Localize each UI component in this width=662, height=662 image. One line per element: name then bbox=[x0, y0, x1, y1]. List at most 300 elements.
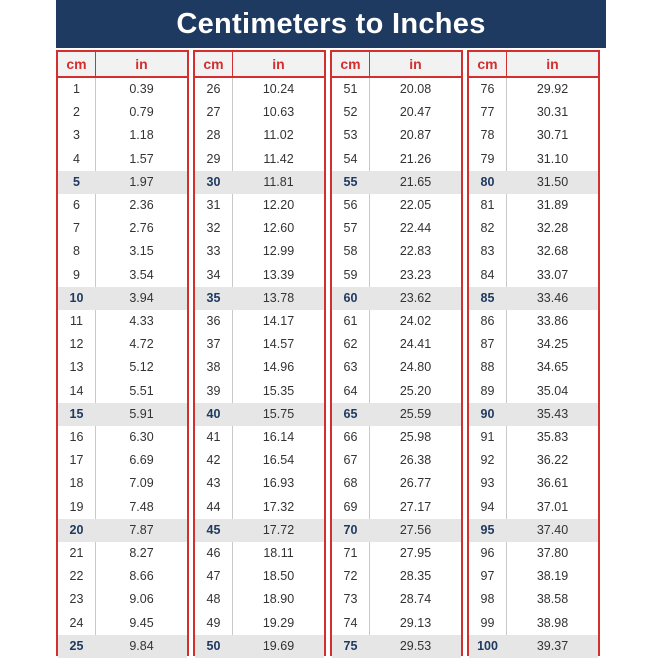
inch-value: 37.40 bbox=[536, 522, 569, 537]
table-row bbox=[58, 194, 187, 217]
cm-value: 98 bbox=[480, 592, 495, 607]
inch-value: 18.90 bbox=[262, 592, 295, 607]
table-row bbox=[195, 240, 324, 263]
table-row bbox=[195, 287, 324, 310]
inch-value: 37.01 bbox=[536, 499, 569, 514]
table-row bbox=[195, 635, 324, 658]
table-row bbox=[195, 124, 324, 147]
table-row bbox=[332, 194, 461, 217]
table-row bbox=[469, 542, 598, 565]
cm-value: 7 bbox=[73, 221, 80, 236]
table-row bbox=[58, 148, 187, 171]
cm-value: 63 bbox=[343, 360, 358, 375]
inch-value: 30.71 bbox=[536, 128, 569, 143]
inch-value: 7.09 bbox=[129, 476, 154, 491]
inch-value: 34.65 bbox=[536, 360, 569, 375]
table-row bbox=[58, 264, 187, 287]
table-column-1 bbox=[56, 50, 189, 656]
cm-value: 2 bbox=[73, 105, 80, 120]
inch-value: 17.32 bbox=[262, 499, 295, 514]
cm-value: 16 bbox=[69, 430, 84, 444]
inch-value: 22.05 bbox=[399, 198, 432, 212]
table-row bbox=[58, 287, 187, 310]
table-row bbox=[469, 101, 598, 124]
inch-value: 25.98 bbox=[399, 430, 432, 444]
cm-value: 25 bbox=[69, 638, 84, 653]
cm-value: 23 bbox=[69, 592, 84, 607]
inch-value: 7.87 bbox=[129, 522, 154, 537]
cm-value: 84 bbox=[480, 267, 495, 282]
inch-value: 36.22 bbox=[536, 453, 569, 468]
table-row bbox=[469, 380, 598, 403]
inch-value: 7.48 bbox=[129, 499, 154, 514]
cm-value: 90 bbox=[480, 406, 495, 421]
table-row bbox=[332, 101, 461, 124]
inch-value: 9.84 bbox=[129, 638, 154, 653]
inch-value: 11.42 bbox=[263, 151, 294, 166]
table-row bbox=[195, 426, 324, 449]
table-row bbox=[195, 310, 324, 333]
cm-value: 95 bbox=[480, 522, 495, 537]
inch-value: 29.13 bbox=[399, 615, 432, 630]
cm-value: 77 bbox=[480, 105, 495, 120]
table-row bbox=[332, 287, 461, 310]
table-row bbox=[195, 148, 324, 171]
conversion-chart bbox=[56, 0, 606, 658]
table-row bbox=[58, 171, 187, 194]
cm-value: 54 bbox=[343, 151, 358, 166]
cm-value: 69 bbox=[343, 499, 358, 514]
table-row bbox=[469, 496, 598, 519]
table-row bbox=[469, 333, 598, 356]
table-row bbox=[195, 542, 324, 565]
inch-value: 19.69 bbox=[262, 638, 295, 653]
header-cm: cm bbox=[469, 52, 507, 76]
inch-value: 8.27 bbox=[129, 546, 154, 560]
cm-value: 75 bbox=[343, 638, 358, 653]
cm-value: 92 bbox=[480, 453, 495, 468]
table-row bbox=[195, 171, 324, 194]
header-cm: cm bbox=[332, 52, 370, 76]
inch-value: 0.79 bbox=[129, 105, 154, 120]
inch-value: 18.50 bbox=[262, 569, 295, 584]
table-row bbox=[58, 403, 187, 426]
inch-value: 3.54 bbox=[129, 267, 154, 282]
table-row bbox=[195, 565, 324, 588]
cm-value: 58 bbox=[343, 244, 358, 259]
inch-value: 31.10 bbox=[536, 151, 569, 166]
header-in: in bbox=[135, 56, 148, 72]
inch-value: 35.04 bbox=[536, 383, 569, 398]
table-column-2 bbox=[193, 50, 326, 656]
inch-value: 39.37 bbox=[536, 638, 569, 653]
inch-value: 17.72 bbox=[262, 522, 295, 537]
inch-value: 10.24 bbox=[262, 82, 295, 96]
inch-value: 5.51 bbox=[129, 383, 154, 398]
header-cm: cm bbox=[195, 52, 233, 76]
table-row bbox=[195, 519, 324, 542]
inch-value: 13.39 bbox=[262, 267, 295, 282]
table-row bbox=[332, 635, 461, 658]
inch-value: 22.83 bbox=[399, 244, 432, 259]
cm-value: 93 bbox=[480, 476, 495, 491]
cm-value: 50 bbox=[206, 638, 221, 653]
table-row bbox=[332, 612, 461, 635]
table-row bbox=[332, 380, 461, 403]
table-row bbox=[58, 542, 187, 565]
inch-value: 38.98 bbox=[536, 615, 569, 630]
cm-value: 94 bbox=[480, 499, 495, 514]
cm-value: 15 bbox=[69, 406, 84, 421]
inch-value: 33.07 bbox=[536, 267, 569, 282]
inch-value: 8.66 bbox=[129, 569, 154, 584]
inch-value: 18.11 bbox=[263, 546, 294, 560]
inch-value: 28.35 bbox=[399, 569, 432, 584]
table-row bbox=[195, 449, 324, 472]
cm-value: 72 bbox=[343, 569, 358, 584]
cm-value: 28 bbox=[206, 128, 221, 143]
table-row bbox=[58, 240, 187, 263]
table-row bbox=[469, 264, 598, 287]
cm-value: 73 bbox=[343, 592, 358, 607]
header-in: in bbox=[272, 56, 285, 72]
cm-value: 67 bbox=[343, 453, 358, 468]
cm-value: 51 bbox=[343, 82, 358, 96]
table-row bbox=[58, 356, 187, 379]
cm-value: 91 bbox=[480, 430, 495, 444]
cm-value: 88 bbox=[480, 360, 495, 375]
cm-value: 99 bbox=[480, 615, 495, 630]
rows-list bbox=[332, 78, 461, 654]
table-row bbox=[469, 519, 598, 542]
table-row bbox=[469, 449, 598, 472]
cm-value: 6 bbox=[73, 198, 80, 212]
cm-value: 48 bbox=[206, 592, 221, 607]
table-row bbox=[469, 472, 598, 495]
inch-value: 24.80 bbox=[399, 360, 432, 375]
table-row bbox=[469, 194, 598, 217]
cm-value: 80 bbox=[480, 174, 495, 189]
cm-value: 83 bbox=[480, 244, 495, 259]
inch-value: 25.20 bbox=[399, 383, 432, 398]
cm-value: 53 bbox=[343, 128, 358, 143]
inch-value: 27.56 bbox=[399, 522, 432, 537]
cm-value: 81 bbox=[480, 198, 495, 212]
inch-value: 19.29 bbox=[262, 615, 295, 630]
inch-value: 35.83 bbox=[536, 430, 569, 444]
table-row bbox=[58, 426, 187, 449]
inch-value: 10.63 bbox=[262, 105, 295, 120]
cm-value: 11 bbox=[70, 314, 83, 328]
column-header bbox=[469, 52, 598, 78]
cm-value: 82 bbox=[480, 221, 495, 236]
cm-value: 57 bbox=[343, 221, 358, 236]
cm-value: 40 bbox=[206, 406, 221, 421]
cm-value: 1 bbox=[73, 82, 80, 96]
table-row bbox=[58, 310, 187, 333]
table-row bbox=[332, 310, 461, 333]
inch-value: 21.26 bbox=[399, 151, 432, 166]
cm-value: 3 bbox=[73, 128, 80, 143]
cm-value: 21 bbox=[69, 546, 84, 560]
table-row bbox=[195, 101, 324, 124]
inch-value: 35.43 bbox=[536, 406, 569, 421]
inch-value: 2.76 bbox=[129, 221, 154, 236]
cm-value: 97 bbox=[480, 569, 495, 584]
inch-value: 38.58 bbox=[536, 592, 569, 607]
cm-value: 71 bbox=[343, 546, 358, 560]
cm-value: 29 bbox=[206, 151, 221, 166]
cm-value: 34 bbox=[206, 267, 221, 282]
table-row bbox=[332, 496, 461, 519]
inch-value: 36.61 bbox=[536, 476, 569, 491]
table-row bbox=[58, 496, 187, 519]
table-row bbox=[332, 449, 461, 472]
table-row bbox=[195, 612, 324, 635]
cm-value: 20 bbox=[69, 522, 84, 537]
inch-value: 29.53 bbox=[399, 638, 432, 653]
inch-value: 16.14 bbox=[262, 430, 295, 444]
inch-value: 22.44 bbox=[399, 221, 432, 236]
inch-value: 20.47 bbox=[399, 105, 432, 120]
cm-value: 14 bbox=[69, 383, 84, 398]
cm-value: 64 bbox=[343, 383, 358, 398]
cm-value: 61 bbox=[343, 314, 358, 328]
inch-value: 28.74 bbox=[399, 592, 432, 607]
cm-value: 18 bbox=[69, 476, 84, 491]
table-row bbox=[469, 565, 598, 588]
inch-value: 23.62 bbox=[399, 290, 432, 305]
cm-value: 22 bbox=[69, 569, 84, 584]
inch-value: 12.20 bbox=[262, 198, 295, 212]
inch-value: 21.65 bbox=[399, 174, 432, 189]
table-row bbox=[58, 588, 187, 611]
column-header bbox=[58, 52, 187, 78]
cm-value: 13 bbox=[69, 360, 84, 375]
inch-value: 1.97 bbox=[129, 174, 154, 189]
table-row bbox=[332, 403, 461, 426]
inch-value: 31.89 bbox=[536, 198, 569, 212]
header-cm: cm bbox=[58, 52, 96, 76]
table-row bbox=[469, 635, 598, 658]
inch-value: 31.50 bbox=[536, 174, 569, 189]
table-row bbox=[332, 264, 461, 287]
cm-value: 33 bbox=[206, 244, 221, 259]
cm-value: 59 bbox=[343, 267, 358, 282]
inch-value: 33.46 bbox=[536, 290, 569, 305]
inch-value: 6.30 bbox=[129, 430, 154, 444]
table-row bbox=[58, 612, 187, 635]
inch-value: 34.25 bbox=[536, 337, 569, 352]
inch-value: 12.60 bbox=[262, 221, 295, 236]
table-row bbox=[195, 194, 324, 217]
cm-value: 8 bbox=[73, 244, 80, 259]
cm-value: 96 bbox=[480, 546, 495, 560]
inch-value: 25.59 bbox=[399, 406, 432, 421]
inch-value: 0.39 bbox=[129, 82, 154, 96]
cm-value: 41 bbox=[206, 430, 221, 444]
cm-value: 56 bbox=[343, 198, 358, 212]
inch-value: 9.06 bbox=[129, 592, 154, 607]
inch-value: 14.96 bbox=[262, 360, 295, 375]
table-row bbox=[58, 217, 187, 240]
inch-value: 20.87 bbox=[399, 128, 432, 143]
table-row bbox=[332, 426, 461, 449]
cm-value: 52 bbox=[343, 105, 358, 120]
cm-value: 79 bbox=[480, 151, 495, 166]
table-row bbox=[469, 124, 598, 147]
inch-value: 24.41 bbox=[399, 337, 432, 352]
cm-value: 43 bbox=[206, 476, 221, 491]
inch-value: 27.17 bbox=[399, 499, 432, 514]
table-row bbox=[332, 217, 461, 240]
table-row bbox=[195, 403, 324, 426]
table-row bbox=[195, 333, 324, 356]
table-row bbox=[195, 217, 324, 240]
inch-value: 15.35 bbox=[262, 383, 295, 398]
inch-value: 1.18 bbox=[129, 128, 154, 143]
table-row bbox=[332, 472, 461, 495]
title-banner bbox=[56, 0, 606, 48]
table-row bbox=[469, 217, 598, 240]
cm-value: 65 bbox=[343, 406, 358, 421]
inch-value: 26.38 bbox=[399, 453, 432, 468]
inch-value: 3.15 bbox=[129, 244, 154, 259]
column-header bbox=[332, 52, 461, 78]
inch-value: 24.02 bbox=[399, 314, 432, 328]
inch-value: 33.86 bbox=[536, 314, 569, 328]
cm-value: 42 bbox=[206, 453, 221, 468]
table-row bbox=[469, 310, 598, 333]
cm-value: 32 bbox=[206, 221, 221, 236]
inch-value: 6.69 bbox=[129, 453, 154, 468]
cm-value: 78 bbox=[480, 128, 495, 143]
table-row bbox=[58, 519, 187, 542]
inch-value: 30.31 bbox=[536, 105, 569, 120]
cm-value: 27 bbox=[206, 105, 221, 120]
column-header bbox=[195, 52, 324, 78]
table-row bbox=[195, 588, 324, 611]
cm-value: 10 bbox=[69, 290, 84, 305]
inch-value: 16.93 bbox=[262, 476, 295, 491]
table-row bbox=[195, 264, 324, 287]
inch-value: 23.23 bbox=[399, 267, 432, 282]
table-row bbox=[469, 240, 598, 263]
table-row bbox=[332, 356, 461, 379]
table-row bbox=[469, 612, 598, 635]
table-row bbox=[469, 171, 598, 194]
table-row bbox=[332, 588, 461, 611]
table-row bbox=[195, 356, 324, 379]
table-row bbox=[469, 588, 598, 611]
cm-value: 70 bbox=[343, 522, 358, 537]
inch-value: 4.72 bbox=[129, 337, 154, 352]
cm-value: 49 bbox=[206, 615, 221, 630]
cm-value: 76 bbox=[480, 82, 495, 96]
rows-list bbox=[195, 78, 324, 654]
cm-value: 30 bbox=[206, 174, 221, 189]
inch-value: 37.80 bbox=[536, 546, 569, 560]
table-row bbox=[332, 148, 461, 171]
cm-value: 19 bbox=[69, 499, 84, 514]
cm-value: 17 bbox=[69, 453, 84, 468]
cm-value: 37 bbox=[206, 337, 221, 352]
table-row bbox=[58, 101, 187, 124]
inch-value: 11.81 bbox=[263, 174, 294, 189]
cm-value: 46 bbox=[206, 546, 221, 560]
inch-value: 13.78 bbox=[262, 290, 295, 305]
cm-value: 38 bbox=[206, 360, 221, 375]
cm-value: 12 bbox=[69, 337, 84, 352]
cm-value: 35 bbox=[206, 290, 221, 305]
inch-value: 26.77 bbox=[399, 476, 432, 491]
table-column-4 bbox=[467, 50, 600, 656]
cm-value: 66 bbox=[343, 430, 358, 444]
table-row bbox=[332, 124, 461, 147]
cm-value: 44 bbox=[206, 499, 221, 514]
cm-value: 74 bbox=[343, 615, 358, 630]
header-in: in bbox=[409, 56, 422, 72]
cm-value: 36 bbox=[206, 314, 221, 328]
cm-value: 62 bbox=[343, 337, 358, 352]
cm-value: 31 bbox=[206, 198, 221, 212]
inch-value: 38.19 bbox=[536, 569, 569, 584]
table-row bbox=[58, 333, 187, 356]
inch-value: 4.33 bbox=[129, 314, 154, 328]
cm-value: 47 bbox=[206, 569, 221, 584]
cm-value: 5 bbox=[73, 174, 80, 189]
cm-value: 60 bbox=[343, 290, 358, 305]
cm-value: 100 bbox=[477, 638, 498, 653]
table-row bbox=[195, 496, 324, 519]
table-row bbox=[58, 565, 187, 588]
table-row bbox=[332, 519, 461, 542]
table-row bbox=[58, 449, 187, 472]
table-row bbox=[469, 287, 598, 310]
cm-value: 24 bbox=[69, 615, 84, 630]
cm-value: 26 bbox=[206, 82, 221, 96]
inch-value: 15.75 bbox=[262, 406, 295, 421]
inch-value: 32.28 bbox=[536, 221, 569, 236]
table-row bbox=[469, 78, 598, 101]
table-row bbox=[58, 78, 187, 101]
inch-value: 32.68 bbox=[536, 244, 569, 259]
inch-value: 5.12 bbox=[129, 360, 154, 375]
header-in: in bbox=[546, 56, 559, 72]
table-row bbox=[332, 542, 461, 565]
rows-list bbox=[469, 78, 598, 654]
table-row bbox=[469, 403, 598, 426]
inch-value: 27.95 bbox=[399, 546, 432, 560]
inch-value: 9.45 bbox=[129, 615, 154, 630]
cm-value: 86 bbox=[480, 314, 495, 328]
inch-value: 14.17 bbox=[262, 314, 295, 328]
cm-value: 87 bbox=[480, 337, 495, 352]
table-row bbox=[332, 240, 461, 263]
table-row bbox=[332, 171, 461, 194]
cm-value: 89 bbox=[480, 383, 495, 398]
table-row bbox=[195, 78, 324, 101]
table-row bbox=[469, 356, 598, 379]
table-row bbox=[469, 148, 598, 171]
inch-value: 1.57 bbox=[129, 151, 154, 166]
table-row bbox=[469, 426, 598, 449]
cm-value: 68 bbox=[343, 476, 358, 491]
inch-value: 14.57 bbox=[262, 337, 295, 352]
table-row bbox=[195, 472, 324, 495]
inch-value: 20.08 bbox=[399, 82, 432, 96]
chart-title: Centimeters to Inches bbox=[176, 7, 486, 40]
